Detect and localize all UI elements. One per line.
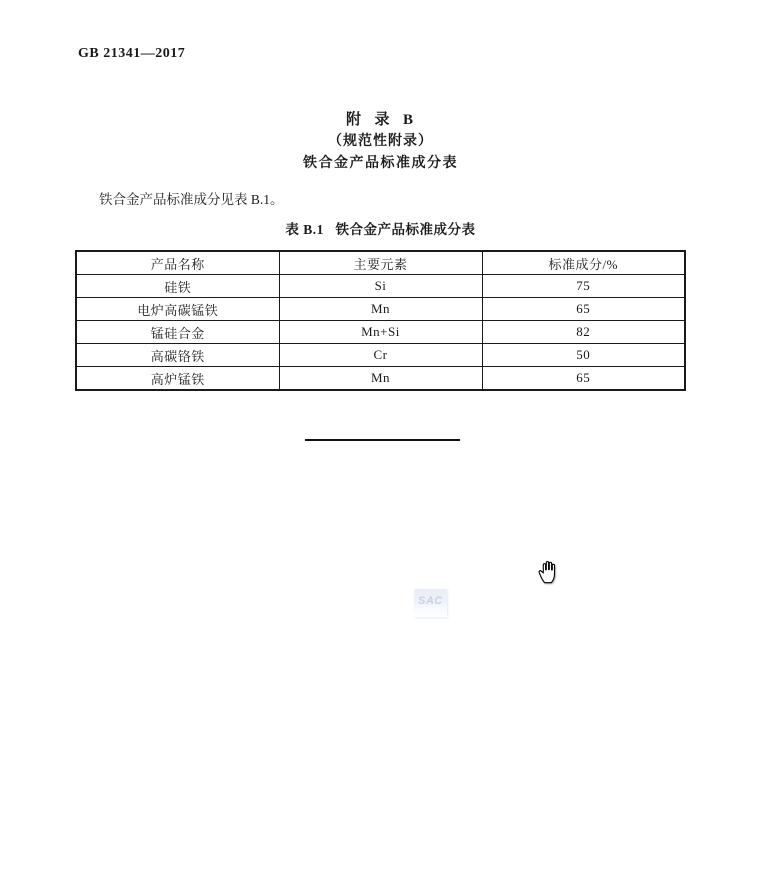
cell-element: Cr <box>279 344 482 367</box>
cell-composition: 65 <box>482 367 685 391</box>
appendix-type: （规范性附录） <box>328 134 433 149</box>
table-header-row <box>76 251 685 275</box>
cell-element: Mn <box>279 298 482 321</box>
cell-composition: 50 <box>482 344 685 367</box>
body-paragraph: 铁合金产品标准成分见表 B.1。 <box>99 192 284 207</box>
cell-composition: 65 <box>482 298 685 321</box>
hand-grab-cursor-icon <box>537 558 561 585</box>
cell-element: Mn <box>279 367 482 391</box>
cell-product: 高碳铬铁 <box>76 344 279 367</box>
cell-element: Si <box>279 275 482 298</box>
table-row <box>76 298 685 321</box>
cell-product: 电炉高碳锰铁 <box>76 298 279 321</box>
table-row <box>76 367 685 391</box>
cell-element: Mn+Si <box>279 321 482 344</box>
cell-composition: 82 <box>482 321 685 344</box>
appendix-label: 附 录 B <box>345 112 415 128</box>
appendix-title-block <box>75 109 686 175</box>
end-of-document-rule <box>305 439 460 441</box>
cell-product: 锰硅合金 <box>76 321 279 344</box>
sac-watermark <box>414 589 447 617</box>
table-row <box>76 344 685 367</box>
table-row <box>76 321 685 344</box>
sac-watermark-text: SAC <box>418 595 443 607</box>
appendix-title: 铁合金产品标准成分表 <box>303 156 458 171</box>
table-row <box>76 275 685 298</box>
column-header-product: 产品名称 <box>76 251 279 275</box>
composition-table <box>75 250 686 391</box>
cell-product: 高炉锰铁 <box>76 367 279 391</box>
cell-product: 硅铁 <box>76 275 279 298</box>
column-header-composition: 标准成分/% <box>482 251 685 275</box>
standard-number: GB 21341—2017 <box>78 46 186 61</box>
cell-composition: 75 <box>482 275 685 298</box>
table-caption: 表 B.1 铁合金产品标准成分表 <box>285 222 476 237</box>
column-header-element: 主要元素 <box>279 251 482 275</box>
